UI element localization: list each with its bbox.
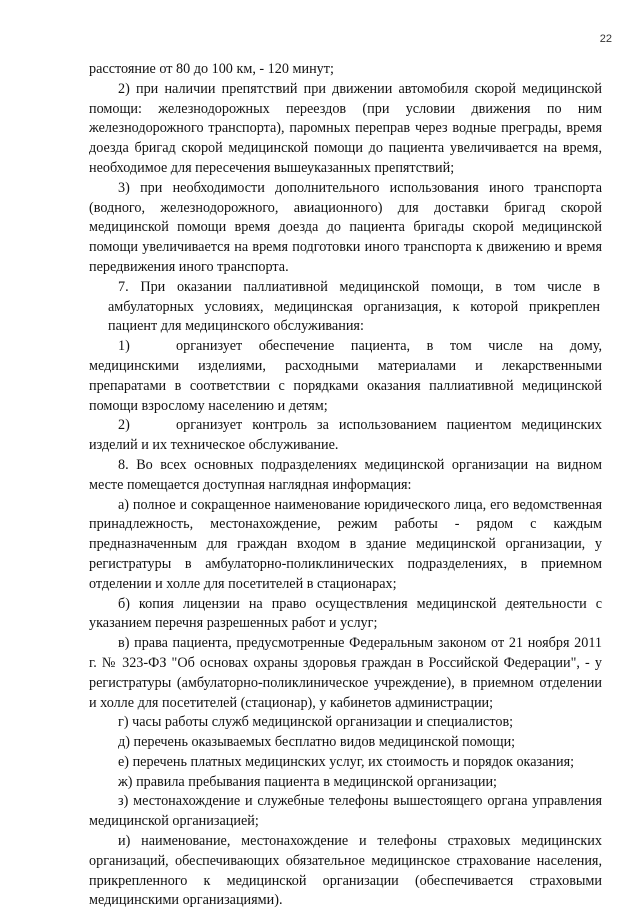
paragraph-item-3: 3) при необходимости дополнительного использования иного транспорта (водного, железнодорожного, авиационного) для доставки бригад скорой медицинской помощи время доезда до пациента бригады скорой медицинской помощи увеличивается на время подготовки иного транспорта к движению и время передвижения иного транспорта. bbox=[89, 179, 602, 275]
paragraph-8-z: з) местонахождение и служебные телефоны вышестоящего органа управления медицинской организацией; bbox=[89, 793, 602, 830]
paragraph-8-e: е) перечень платных медицинских услуг, их стоимость и порядок оказания; bbox=[118, 753, 575, 770]
paragraph-section-7: 7. При оказании паллиативной медицинской помощи, в том числе в амбулаторных условиях, медицинская организация, к которой прикреплен пациент для медицинского обслуживания: bbox=[108, 278, 600, 335]
item-text: организует обеспечение пациента, в том числе на дому, медицинскими изделиями, расходными материалами и лекарственными препаратами в соответствии с порядками оказания паллиативной медицинской помощи взрослому населению и детям; bbox=[89, 338, 602, 414]
paragraph-section-8: 8. Во всех основных подразделениях медицинской организации на видном месте помещается доступная наглядная информация: bbox=[89, 456, 602, 493]
paragraph-8-g: г) часы работы служб медицинской организации и специалистов; bbox=[118, 714, 514, 731]
paragraph-8-v: в) права пациента, предусмотренные Федеральным законом от 21 ноября 2011 г. № 323-ФЗ "Об основах охраны здоровья граждан в Российской Федерации", - у регистратуры (амбулаторно-поликлиническое учреждение), в приемном отделении и холле для посетителей (стационар), у кабинетов администрации; bbox=[89, 635, 602, 711]
paragraph-7-item-2 bbox=[89, 416, 602, 456]
paragraph-8-a: а) полное и сокращенное наименование юридического лица, его ведомственная принадлежность, местонахождение, режим работы - рядом с каждым предназначенным для граждан входом в здание медицинской организации, у регистратуры в амбулаторно-поликлинических подразделениях, в приемном отделении и холле для посетителей в стационарах; bbox=[89, 496, 602, 592]
paragraph-8-i: и) наименование, местонахождение и телефоны страховых медицинских организаций, обеспечивающих обязательное медицинское страхование населения, прикрепленного к медицинской организации (обеспечивается страховыми медицинскими организациями). bbox=[89, 833, 602, 909]
paragraph-item-2: 2) при наличии препятствий при движении автомобиля скорой медицинской помощи: железнодорожных переездов (при условии движения по ним железнодорожного транспорта), паромных переправ через водные преграды, время доезда бригад скорой медицинской помощи до пациента увеличивается на время, необходимое для пересечения вышеуказанных препятствий; bbox=[89, 80, 602, 176]
paragraph-7-item-1 bbox=[89, 337, 602, 416]
paragraph-8-zh: ж) правила пребывания пациента в медицинской организации; bbox=[118, 773, 497, 790]
item-number: 1) bbox=[118, 338, 130, 355]
page-number: 22 bbox=[599, 33, 612, 45]
paragraph-8-d: д) перечень оказываемых бесплатно видов медицинской помощи; bbox=[118, 734, 516, 751]
document-body bbox=[89, 60, 602, 911]
section-7-block bbox=[89, 278, 602, 337]
item-number: 2) bbox=[118, 417, 130, 434]
paragraph-8-b: б) копия лицензии на право осуществления медицинской деятельности с указанием перечня разрешенных работ и услуг; bbox=[89, 595, 602, 632]
item-text: организует контроль за использованием пациентом медицинских изделий и их техническое обслуживание. bbox=[89, 417, 602, 454]
paragraph-continuation: расстояние от 80 до 100 км, - 120 минут; bbox=[89, 61, 334, 77]
